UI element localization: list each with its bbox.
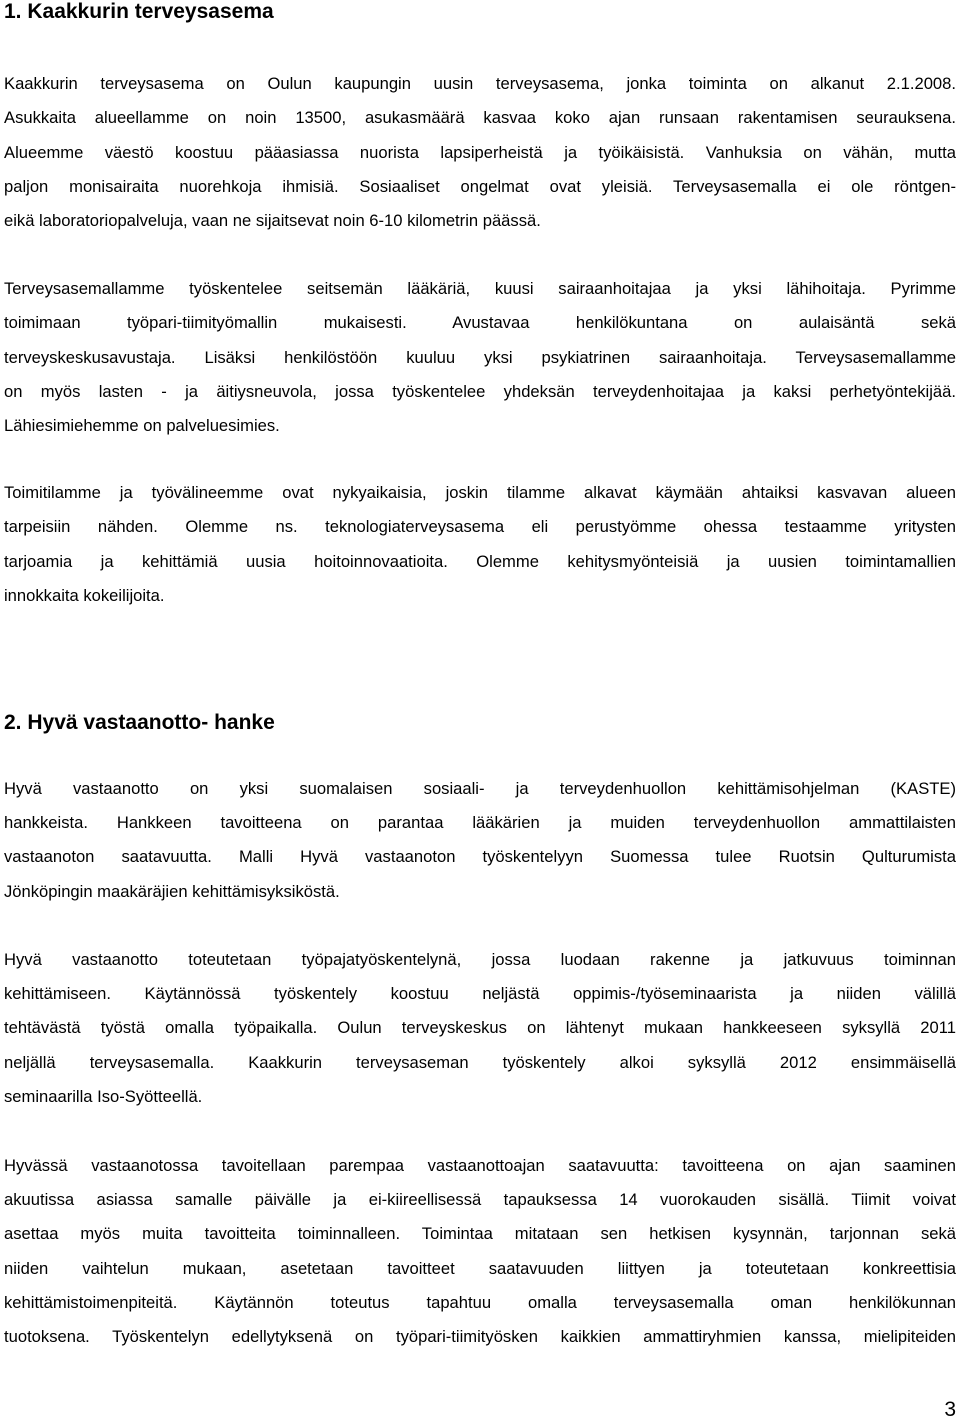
- paragraph-line: on myös lasten - ja äitiysneuvola, jossa työskentelee yhdeksän terveydenhoitajaa ja kaksi perhetyöntekijää.: [4, 381, 956, 401]
- paragraph-line: Lähiesimiehemme on palveluesimies.: [4, 416, 280, 436]
- paragraph-line: kehittämistoimenpiteitä. Käytännön toteutus tapahtuu omalla terveysasemalla oman henkilökunnan: [4, 1292, 956, 1312]
- paragraph-line: akuutissa asiassa samalle päivälle ja ei-kiireellisessä tapauksessa 14 vuorokauden sisällä. Tiimit voivat: [4, 1190, 956, 1210]
- paragraph-line: seminaarilla Iso-Syötteellä.: [4, 1086, 203, 1106]
- section-1-paragraph-1: [4, 67, 956, 238]
- section-2-paragraph-2: [4, 943, 956, 1114]
- paragraph-line: Asukkaita alueellamme on noin 13500, asukasmäärä kasvaa koko ajan runsaan rakentamisen seurauksena.: [4, 108, 956, 128]
- section-2-paragraph-1: [4, 772, 956, 909]
- section-1-paragraph-3: [4, 476, 956, 613]
- paragraph-line: Toimitilamme ja työvälineemme ovat nykyaikaisia, joskin tilamme alkavat käymään ahtaiksi kasvavan alueen: [4, 483, 956, 502]
- paragraph-line: tarpeisiin nähden. Olemme ns. teknologiaterveysasema eli perustyömme ohessa testaamme yritysten: [4, 517, 956, 537]
- paragraph-line: toimimaan työpari-tiimityömallin mukaisesti. Avustavaa henkilökuntana on aulaisäntä sekä: [4, 313, 956, 333]
- paragraph-line: innokkaita kokeilijoita.: [4, 585, 165, 605]
- paragraph-line: Jönköpingin maakäräjien kehittämisyksiköstä.: [4, 881, 340, 901]
- paragraph-line: vastaanoton saatavuutta. Malli Hyvä vastaanoton työskentelyyn Suomessa tulee Ruotsin Qulturumista: [4, 847, 956, 867]
- paragraph-line: Alueemme väestö koostuu pääasiassa nuorista lapsiperheistä ja työikäisistä. Vanhuksia on vähän, mutta: [4, 142, 956, 162]
- paragraph-line: Hyvä vastaanotto toteutetaan työpajatyöskentelynä, jossa luodaan rakenne ja jatkuvuus toiminnan: [4, 950, 956, 969]
- paragraph-line: Kaakkurin terveysasema on Oulun kaupungin uusin terveysasema, jonka toiminta on alkanut 2.1.2008.: [4, 74, 956, 93]
- paragraph-line: niiden vaihtelun mukaan, asetetaan tavoitteet saatavuuden liittyen ja toteutetaan konkreettisia: [4, 1258, 956, 1278]
- section-2-paragraph-3: [4, 1149, 956, 1354]
- paragraph-line: asettaa myös muita tavoitteita toiminnalleen. Toimintaa mitataan sen hetkisen kysynnän, tarjonnan sekä: [4, 1224, 956, 1244]
- page-number: 3: [944, 1398, 956, 1421]
- paragraph-line: eikä laboratoriopalveluja, vaan ne sijaitsevat noin 6-10 kilometrin päässä.: [4, 211, 541, 231]
- paragraph-line: tarjoamia ja kehittämiä uusia hoitoinnovaatioita. Olemme kehitysmyönteisiä ja uusien toimintamallien: [4, 551, 956, 571]
- section-1-paragraph-2: [4, 272, 956, 443]
- paragraph-line: paljon monisairaita nuorehkoja ihmisiä. Sosiaaliset ongelmat ovat yleisiä. Terveysasemalla ei ole röntgen-: [4, 176, 956, 196]
- paragraph-line: kehittämiseen. Käytännössä työskentely koostuu neljästä oppimis-/työseminaarista ja niiden välillä: [4, 984, 956, 1004]
- paragraph-line: neljällä terveysasemalla. Kaakkurin terveysaseman työskentely alkoi syksyllä 2012 ensimmäisellä: [4, 1052, 956, 1072]
- paragraph-line: tehtävästä työstä omalla työpaikalla. Oulun terveyskeskus on lähtenyt mukaan hankkeeseen syksyllä 2011: [4, 1018, 956, 1038]
- paragraph-line: terveyskeskusavustaja. Lisäksi henkilöstöön kuuluu yksi psykiatrinen sairaanhoitaja. Terveysasemallamme: [4, 347, 956, 367]
- paragraph-line: hankkeista. Hankkeen tavoitteena on parantaa lääkärien ja muiden terveydenhuollon ammattilaisten: [4, 813, 956, 833]
- paragraph-line: Hyvässä vastaanotossa tavoitellaan parempaa vastaanottoajan saatavuutta: tavoitteena on ajan saaminen: [4, 1156, 956, 1175]
- section-2-heading: 2. Hyvä vastaanotto- hanke: [4, 711, 275, 734]
- section-1-heading: 1. Kaakkurin terveysasema: [4, 0, 274, 23]
- paragraph-line: Hyvä vastaanotto on yksi suomalaisen sosiaali- ja terveydenhuollon kehittämisohjelman (KASTE): [4, 779, 956, 798]
- paragraph-line: Terveysasemallamme työskentelee seitsemän lääkäriä, kuusi sairaanhoitajaa ja yksi lähihoitaja. Pyrimme: [4, 279, 956, 298]
- paragraph-line: tuotoksena. Työskentelyn edellytyksenä on työpari-tiimityösken kaikkien ammattiryhmien kanssa, mielipiteiden: [4, 1327, 956, 1347]
